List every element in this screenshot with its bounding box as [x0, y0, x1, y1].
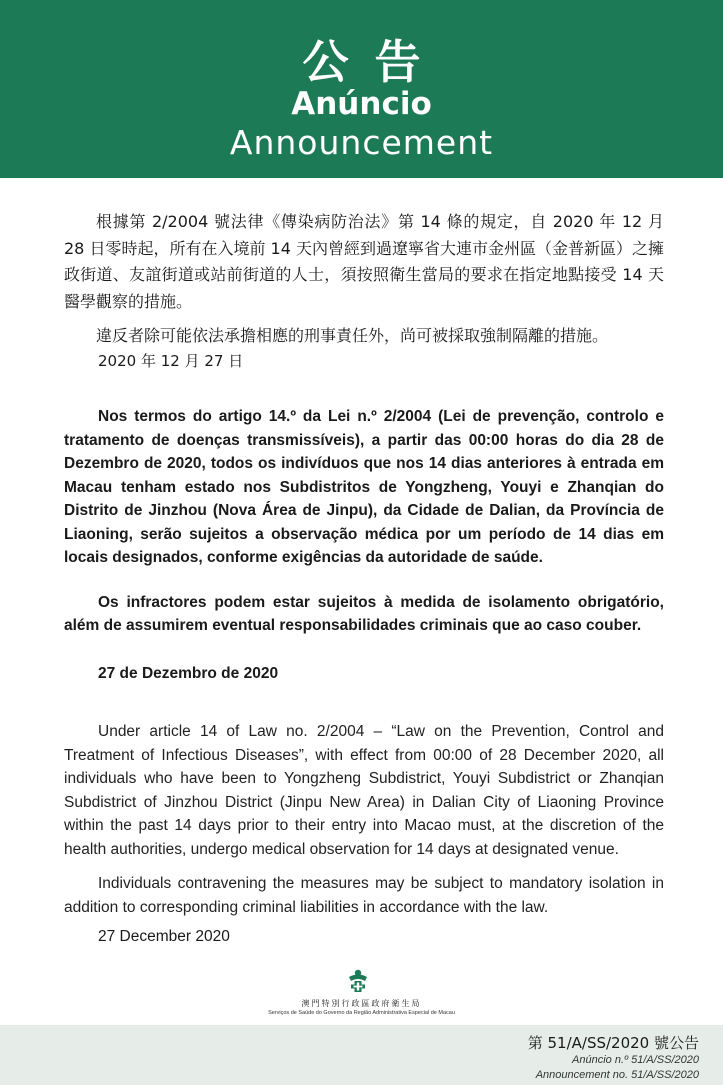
english-paragraph-1: Under article 14 of Law no. 2/2004 – “Law on the Prevention, Control and Treatment of Infectious Diseases”, with effect from 00:00 of 28 December 2020, all individuals who have been to Yongzheng Subdistrict, Youyi Subdistrict or Zhanqian Subdistrict of Jinzhou District (Jinpu New Area) in Dalian City of Liaoning Province within the past 14 days prior to their entry into Macao must, at the discretion of the health authorities, undergo medical observation for 14 days at designated venue.	[64, 723, 664, 858]
portuguese-paragraph-2: Os infractores podem estar sujeitos à medida de isolamento obrigatório, além de assumirem eventual responsabilidades criminais que ao caso couber.	[64, 593, 664, 634]
health-bureau-name-portuguese: Serviços de Saúde do Governo da Região Administrativa Especial de Macau	[268, 1010, 455, 1016]
title-english: Announcement	[229, 123, 494, 162]
portuguese-paragraph-1: Nos termos do artigo 14.º da Lei n.º 2/2004 (Lei de prevenção, controlo e tratamento de doenças transmissíveis), a partir das 00:00 horas do dia 28 de Dezembro de 2020, todos os indivíduos que nos 14 dias anteriores à entrada em Macau tenham estado nos Subdistritos de Yongzheng, Youyi e Zhanqian do Distrito de Jinzhou (Nova Área de Jinpu), da Cidade de Dalian, da Província de Liaoning, serão sujeitos a observação médica por um período de 14 dias em locais designados, conforme exigências da autoridade de saúde.	[64, 408, 664, 566]
chinese-paragraph-1: 根據第 2/2004 號法律《傳染病防治法》第 14 條的規定，自 2020 年 12 月 28 日零時起，所有在入境前 14 天內曾經到過遼寧省大連市金州區（金普新區）之擁政街道、友誼街道或站前街道的人士，須按照衛生當局的要求在指定地點接受 14 天醫學觀察的措施。	[64, 212, 664, 311]
reference-number-english: Announcement no. 51/A/SS/2020	[535, 1069, 699, 1081]
chinese-date: 2020 年 12 月 27 日	[98, 352, 244, 370]
health-bureau-logo	[0, 968, 723, 1023]
reference-number-portuguese: Anúncio n.º 51/A/SS/2020	[572, 1054, 699, 1066]
english-paragraph-2: Individuals contravening the measures may be subject to mandatory isolation in addition to corresponding criminal liabilities in accordance with the law.	[64, 875, 664, 916]
portuguese-date: 27 de Dezembro de 2020	[98, 665, 279, 682]
title-portuguese: Anúncio	[291, 86, 432, 122]
chinese-section	[64, 209, 664, 350]
english-section	[64, 720, 664, 919]
english-date: 27 December 2020	[98, 928, 230, 945]
chinese-paragraph-2: 違反者除可能依法承擔相應的刑事責任外，尚可被採取強制隔離的措施。	[96, 326, 609, 345]
health-bureau-logo-icon	[346, 968, 370, 994]
announcement-header	[0, 0, 723, 178]
title-chinese: 公告	[302, 35, 447, 89]
health-bureau-name-chinese: 澳門特別行政區政府衛生局	[301, 999, 422, 1008]
reference-number-chinese: 第 51/A/SS/2020 號公告	[527, 1034, 699, 1052]
reference-footer	[0, 1025, 723, 1085]
portuguese-section	[64, 405, 664, 638]
